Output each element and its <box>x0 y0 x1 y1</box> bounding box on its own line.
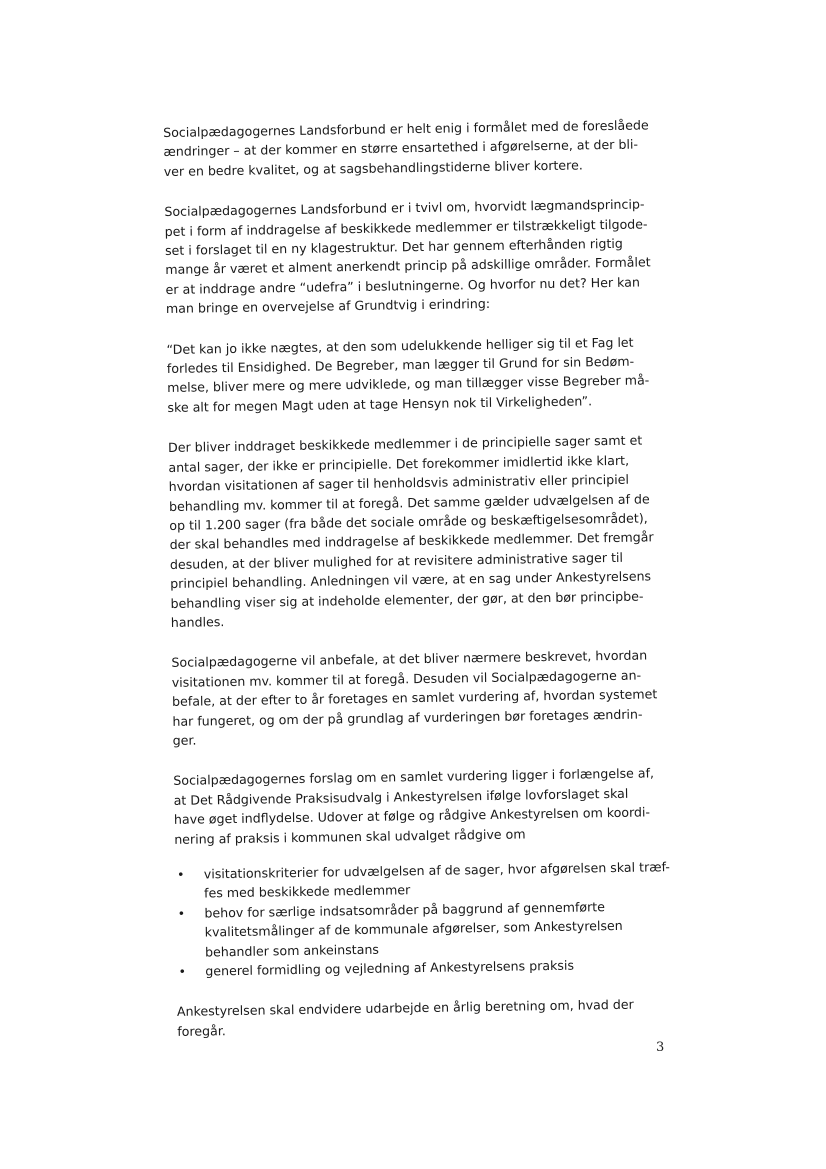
text-line: have øget indflydelse. Udover at følge og rådgive Ankestyrelsen om koordi- <box>173 804 651 828</box>
text-line: har fungeret, og om der på grundlag af vurderingen bør foretages ændrin- <box>172 706 643 729</box>
text-line: ske alt for megen Magt uden at tage Hensyn nok til Virkeligheden”. <box>167 393 593 415</box>
text-line: “Det kan jo ikke nægtes, at den som udelukkende helliger sig til et Fag let <box>166 334 634 357</box>
text-line: Socialpædagogernes forslag om en samlet vurdering ligger i forlængelse af, <box>173 765 655 789</box>
text-line: ger. <box>172 732 197 748</box>
text-line: behandling viser sig at indeholde elementer, der gør, at den bør principbe- <box>170 588 644 611</box>
text-line: der skal behandles med inddragelse af beskikkede medlemmer. Det fremgår <box>169 529 654 553</box>
bullet-icon: • <box>176 866 185 882</box>
text-line: Der bliver inddraget beskikkede medlemmer i de principielle sager samt et <box>167 432 643 456</box>
text-line: Socialpædagogernes Landsforbund er i tvivl om, hvorvidt lægmandsprincip- <box>164 196 645 220</box>
text-line: man bringe en overvejelse af Grundtvig i erindring: <box>165 296 491 317</box>
text-line: visitationskriterier for udvælgelsen af de sager, hvor afgørelsen skal træf- <box>203 859 670 882</box>
text-line: mange år været et alment anerkendt princip på adskillige områder. Formålet <box>165 254 651 278</box>
text-line: befale, at der efter to år foretages en samlet vurdering af, hvordan systemet <box>171 686 658 710</box>
paragraph-grundtvig-quote <box>166 332 667 417</box>
list-item <box>175 896 676 962</box>
text-line: at Det Rådgivende Praksisudvalg i Ankestyrelsen ifølge lovforslaget skal <box>173 785 629 808</box>
text-line: set i forslaget til en ny klagestruktur. Det har gennem efterhånden rigtig <box>164 235 623 259</box>
text-line: Ankestyrelsen skal endvidere udarbejde en årlig beretning om, hvad der <box>176 997 634 1020</box>
bullet-icon: • <box>178 963 187 979</box>
text-line: forledes til Ensidighed. De Begreber, man lægger til Grund for sin Bedøm- <box>166 353 635 377</box>
text-line: melse, bliver mere og mere udviklede, og man tillægger visse Begreber må- <box>167 372 650 396</box>
paragraph-annual-report <box>177 994 678 1041</box>
text-line: behandler som ankeinstans <box>204 941 380 960</box>
paragraph-recommendation <box>171 645 672 750</box>
text-line: principiel behandling. Anledningen vil være, at en sag under Ankestyrelsens <box>170 568 652 592</box>
text-line: desuden, at der bliver mulighed for at revisitere administrative sager til <box>169 549 624 572</box>
paragraph-case-visitation <box>168 430 671 632</box>
paragraph-agreement <box>163 115 664 181</box>
paragraph-advisory-committee <box>173 763 674 848</box>
text-line: behov for særlige indsatsområder på baggrund af gennemførte <box>204 898 606 921</box>
text-line: kvalitetsmålinger af de kommunale afgørelser, som Ankestyrelsen <box>204 918 623 940</box>
text-line: pet i form af inddragelse af beskikkede medlemmer er tilstrækkeligt tilgode- <box>164 216 648 239</box>
text-line: nering af praksis i kommunen skal udvalget rådgive om <box>174 825 526 847</box>
text-line: Socialpædagogerne vil anbefale, at det bliver nærmere beskrevet, hvordan <box>171 647 648 671</box>
text-line: generel formidling og vejledning af Ankestyrelsens praksis <box>205 957 575 979</box>
document-body <box>163 115 678 1062</box>
bullet-icon: • <box>177 905 186 921</box>
text-line: fes med beskikkede medlemmer <box>203 882 411 901</box>
text-line: Socialpædagogernes Landsforbund er helt enig i formålet med de foreslåede <box>163 117 649 140</box>
text-line: antal sager, der ikke er principielle. Det forekommer imidlertid ikke klart, <box>168 452 630 475</box>
text-line: visitationen mv. kommer til at foregå. Desuden vil Socialpædagogerne an- <box>171 667 642 690</box>
text-line: foregår. <box>177 1022 226 1039</box>
text-line: handles. <box>170 614 225 630</box>
text-line: hvordan visitationen af sager til henholdsvis administrativ eller principiel <box>168 471 630 495</box>
text-line: behandling mv. kommer til at foregå. Det samme gælder udvælgelsen af de <box>168 490 650 514</box>
text-line: ver en bedre kvalitet, og at sagsbehandlingstiderne bliver kortere. <box>163 157 583 179</box>
advisory-topics-list <box>175 857 677 981</box>
text-line: op til 1.200 sager (fra både det sociale område og beskæftigelsesområdet), <box>169 510 648 533</box>
text-line: ændringer – at der kommer en større ensartethed i afgørelserne, at der bli- <box>163 136 639 160</box>
page-number: 3 <box>656 1040 665 1055</box>
text-line: er at inddrage andre “udefra” i beslutningerne. Og hvorfor nu det? Her kan <box>165 274 641 297</box>
paragraph-lay-principle <box>164 194 666 318</box>
